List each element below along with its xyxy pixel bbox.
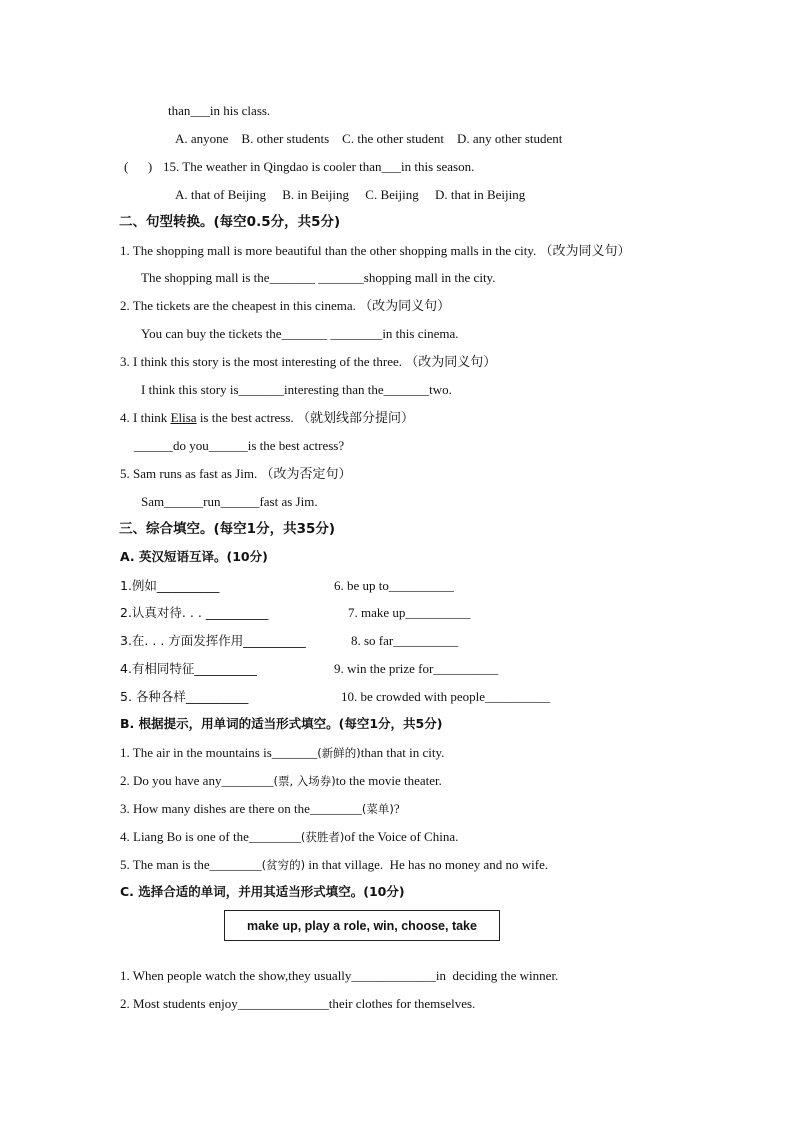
- partB-item-3-hint: (菜单): [361, 802, 394, 816]
- s2-q2: [120, 298, 450, 315]
- q15-options: A. that of Beijing B. in Beijing C. Beijing D. that in Beijing: [175, 187, 526, 202]
- partA-item-8[interactable]: 8. so far__________: [351, 633, 459, 648]
- partC-item-2[interactable]: 2. Most students enjoy______________their clothes for themselves.: [120, 996, 476, 1011]
- q14-options: A. anyone B. other students C. the other student D. any other student: [175, 131, 563, 146]
- partB-item-5[interactable]: [120, 857, 548, 873]
- s2-q4-pre: 4. I think: [120, 410, 171, 425]
- s2-q5-note: （改为否定句）: [260, 467, 352, 482]
- partB-item-4[interactable]: [120, 829, 458, 845]
- partB-item-5-pre: 5. The man is the________: [120, 857, 262, 872]
- section2-heading: 二、句型转换。(每空0.5分，共5分): [119, 214, 341, 230]
- s2-q1-text: 1. The shopping mall is more beautiful than the other shopping malls in the city.: [120, 243, 537, 258]
- partB-item-1-pre: 1. The air in the mountains is_______: [120, 745, 318, 760]
- partB-item-2-hint: (票, 入场券): [273, 774, 336, 788]
- partB-heading: B. 根据提示，用单词的适当形式填空。(每空1分，共5分): [120, 716, 443, 731]
- partA-item-1[interactable]: 1.例如__________: [120, 578, 220, 593]
- partC-heading: C. 选择合适的单词，并用其适当形式填空。(10分): [120, 884, 405, 899]
- s2-q5: [120, 466, 351, 483]
- partB-item-1[interactable]: [120, 745, 444, 761]
- s2-q2-text: 2. The tickets are the cheapest in this cinema.: [120, 298, 356, 313]
- s2-q3-text: 3. I think this story is the most interesting of the three.: [120, 354, 402, 369]
- s2-q2-note: （改为同义句）: [359, 299, 451, 314]
- section3-heading: 三、综合填空。(每空1分，共35分): [119, 521, 336, 537]
- s2-q4: [120, 410, 414, 427]
- s2-a3[interactable]: I think this story is_______interesting than the_______two.: [141, 382, 452, 397]
- partB-item-2[interactable]: [120, 773, 442, 789]
- partB-item-1-hint: (新鲜的): [317, 746, 361, 760]
- partC-word-box: make up, play a role, win, choose, take: [224, 910, 500, 941]
- partB-item-4-post: of the Voice of China.: [344, 829, 459, 844]
- s2-q1-note: （改为同义句）: [539, 244, 631, 259]
- partB-item-5-post: in that village. He has no money and no wife.: [305, 857, 549, 872]
- s2-a4[interactable]: ______do you______is the best actress?: [134, 438, 345, 453]
- partA-item-2[interactable]: 2.认真对待. . . __________: [120, 605, 269, 620]
- partA-heading: A. 英汉短语互译。(10分): [120, 549, 268, 564]
- partB-item-4-hint: (获胜者): [300, 830, 345, 844]
- partA-item-6[interactable]: 6. be up to__________: [334, 578, 454, 593]
- s2-q4-post: is the best actress.: [196, 410, 294, 425]
- q14-continuation: than___in his class.: [168, 103, 271, 118]
- s2-q5-text: 5. Sam runs as fast as Jim.: [120, 466, 258, 481]
- partB-item-3-post: ?: [393, 801, 400, 816]
- s2-q1: [120, 243, 631, 260]
- partA-item-9[interactable]: 9. win the prize for__________: [334, 661, 499, 676]
- partA-item-4[interactable]: 4.有相同特征__________: [120, 661, 257, 676]
- partB-item-2-pre: 2. Do you have any________: [120, 773, 274, 788]
- q15-question: 15. The weather in Qingdao is cooler than___in this season.: [163, 159, 475, 174]
- q15-answer-bracket[interactable]: ( ): [124, 159, 153, 174]
- s2-q4-underlined-word: Elisa: [170, 410, 197, 425]
- partB-item-3[interactable]: [120, 801, 400, 817]
- s2-a5[interactable]: Sam______run______fast as Jim.: [141, 494, 318, 509]
- s2-a2[interactable]: You can buy the tickets the_______ ________in this cinema.: [141, 326, 459, 341]
- s2-q4-note: （就划线部分提问）: [296, 411, 414, 426]
- partA-item-3[interactable]: 3.在. . . 方面发挥作用__________: [120, 633, 306, 648]
- partA-item-5[interactable]: 5. 各种各样__________: [120, 689, 249, 704]
- partC-item-1[interactable]: 1. When people watch the show,they usually_____________in deciding the winner.: [120, 968, 559, 983]
- partA-item-10[interactable]: 10. be crowded with people__________: [341, 689, 551, 704]
- partB-item-3-pre: 3. How many dishes are there on the________: [120, 801, 362, 816]
- s2-q3: [120, 354, 496, 371]
- partB-item-1-post: than that in city.: [360, 745, 445, 760]
- s2-a1[interactable]: The shopping mall is the_______ _______shopping mall in the city.: [141, 270, 496, 285]
- partB-item-4-pre: 4. Liang Bo is one of the________: [120, 829, 301, 844]
- s2-q3-note: （改为同义句）: [405, 355, 497, 370]
- partB-item-5-hint: (贫穷的): [261, 858, 306, 872]
- partB-item-2-post: to the movie theater.: [335, 773, 442, 788]
- partA-item-7[interactable]: 7. make up__________: [348, 605, 471, 620]
